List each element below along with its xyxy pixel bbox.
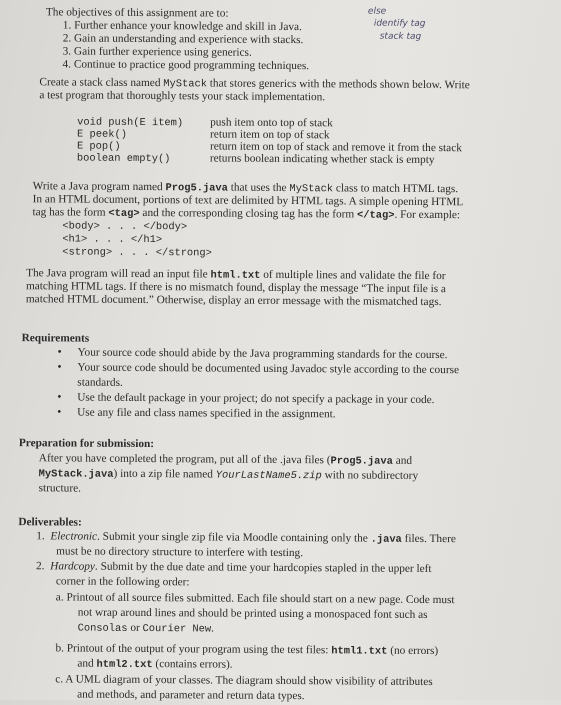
- preparation-line: structure.: [38, 482, 81, 495]
- deliverable-subitem: b. Printout of the output of your program using the test files: html1.txt (no errors): [55, 642, 439, 658]
- bullet-dot: •: [57, 389, 62, 404]
- deliverable-line: 2. Hardcopy. Submit by the due date and time your hardcopies stapled in the upper left: [36, 560, 432, 576]
- method-description: push item onto top of stack: [210, 116, 333, 130]
- handwritten-note-2: identify tag: [373, 18, 426, 29]
- stack-intro-line: a test program that thoroughly tests your stack implementation.: [39, 89, 326, 104]
- requirement-item: Your source code should be documented using Javadoc style according to the course: [77, 361, 460, 377]
- handwritten-note-1: else: [367, 6, 387, 17]
- html-example: <h1> . . . </h1>: [62, 233, 163, 247]
- prog-paragraph-line: tag has the form <tag> and the corresponding closing tag has the form </tag>. For example:: [32, 206, 461, 222]
- deliverable-subitem: not wrap around lines and should be printed using a monospaced font such as: [77, 606, 428, 621]
- objective-item: 3. Gain further experience using generics.: [62, 45, 252, 59]
- requirement-item: Your source code should abide by the Java programming standards for the course.: [77, 346, 448, 362]
- method-signature: boolean empty(): [76, 152, 171, 166]
- objective-item: 4. Continue to practice good programming techniques.: [62, 58, 310, 73]
- read-paragraph-line: The Java program will read an input file html.txt of multiple lines and validate the file for: [26, 267, 446, 283]
- requirement-item: Use the default package in your project; do not specify a package in your code.: [77, 391, 435, 407]
- deliverable-subitem: and methods, and parameter and return data types.: [77, 688, 305, 703]
- html-example: <strong> . . . </strong>: [62, 246, 212, 260]
- deliverables-heading: Deliverables:: [18, 516, 82, 529]
- handwritten-note-3: stack tag: [379, 31, 422, 42]
- stack-intro-line: Create a stack class named MyStack that stores generics with the methods shown below. Write: [39, 76, 470, 92]
- preparation-line: MyStack.java) into a zip file named YourLastName5.zip with no subdirectory: [38, 467, 419, 483]
- read-paragraph-line: matching HTML tags. If there is no mismatch found, display the message “The input file is a: [25, 280, 447, 296]
- requirement-item: standards.: [77, 376, 123, 389]
- method-signature: void push(E item): [77, 116, 184, 130]
- deliverable-line: must be no directory structure to interfere with testing.: [56, 545, 304, 560]
- bullet-dot: •: [57, 359, 62, 374]
- read-paragraph-line: matched HTML document.” Otherwise, display an error message with the mismatched tags.: [25, 293, 442, 309]
- objectives-heading: The objectives of this assignment are to:: [45, 6, 229, 20]
- bullet-dot: •: [57, 404, 62, 419]
- method-signature: E pop(): [76, 140, 121, 153]
- deliverable-subitem: and html2.txt (contains errors).: [77, 657, 233, 672]
- method-description: return item on top of stack: [210, 128, 330, 142]
- deliverable-line: 1. Electronic. Submit your single zip file via Moodle containing only the .java files. There: [36, 530, 456, 546]
- bullet-dot: •: [57, 344, 62, 359]
- prog-paragraph-line: Write a Java program named Prog5.java that uses the MyStack class to match HTML tags.: [32, 180, 459, 196]
- html-example: <body> . . . </body>: [62, 220, 188, 234]
- objective-item: 2. Gain an understanding and experience with stacks.: [62, 32, 304, 47]
- preparation-heading: Preparation for submission:: [18, 437, 155, 451]
- prog-paragraph-line: In an HTML document, portions of text are delimited by HTML tags. A simple opening HTML: [32, 193, 464, 209]
- method-description: returns boolean indicating whether stack is empty: [209, 152, 435, 167]
- requirements-heading: Requirements: [21, 332, 90, 345]
- objective-item: 1. Further enhance your knowledge and skill in Java.: [62, 19, 302, 34]
- deliverable-subitem: a. Printout of all source files submitted. Each file should start on a new page. Code must: [55, 591, 455, 607]
- method-description: return item on top of stack and remove it from the stack: [209, 140, 462, 155]
- deliverable-subitem: Consolas or Courier New.: [77, 621, 215, 636]
- preparation-line: After you have completed the program, put all of the .java files (Prog5.java and: [38, 452, 413, 468]
- deliverable-subitem: c. A UML diagram of your classes. The diagram should show visibility of attributes: [55, 673, 433, 689]
- deliverable-line: corner in the following order:: [55, 575, 190, 589]
- method-signature: E peek(): [77, 128, 127, 141]
- requirement-item: Use any file and class names specified in the assignment.: [77, 406, 336, 421]
